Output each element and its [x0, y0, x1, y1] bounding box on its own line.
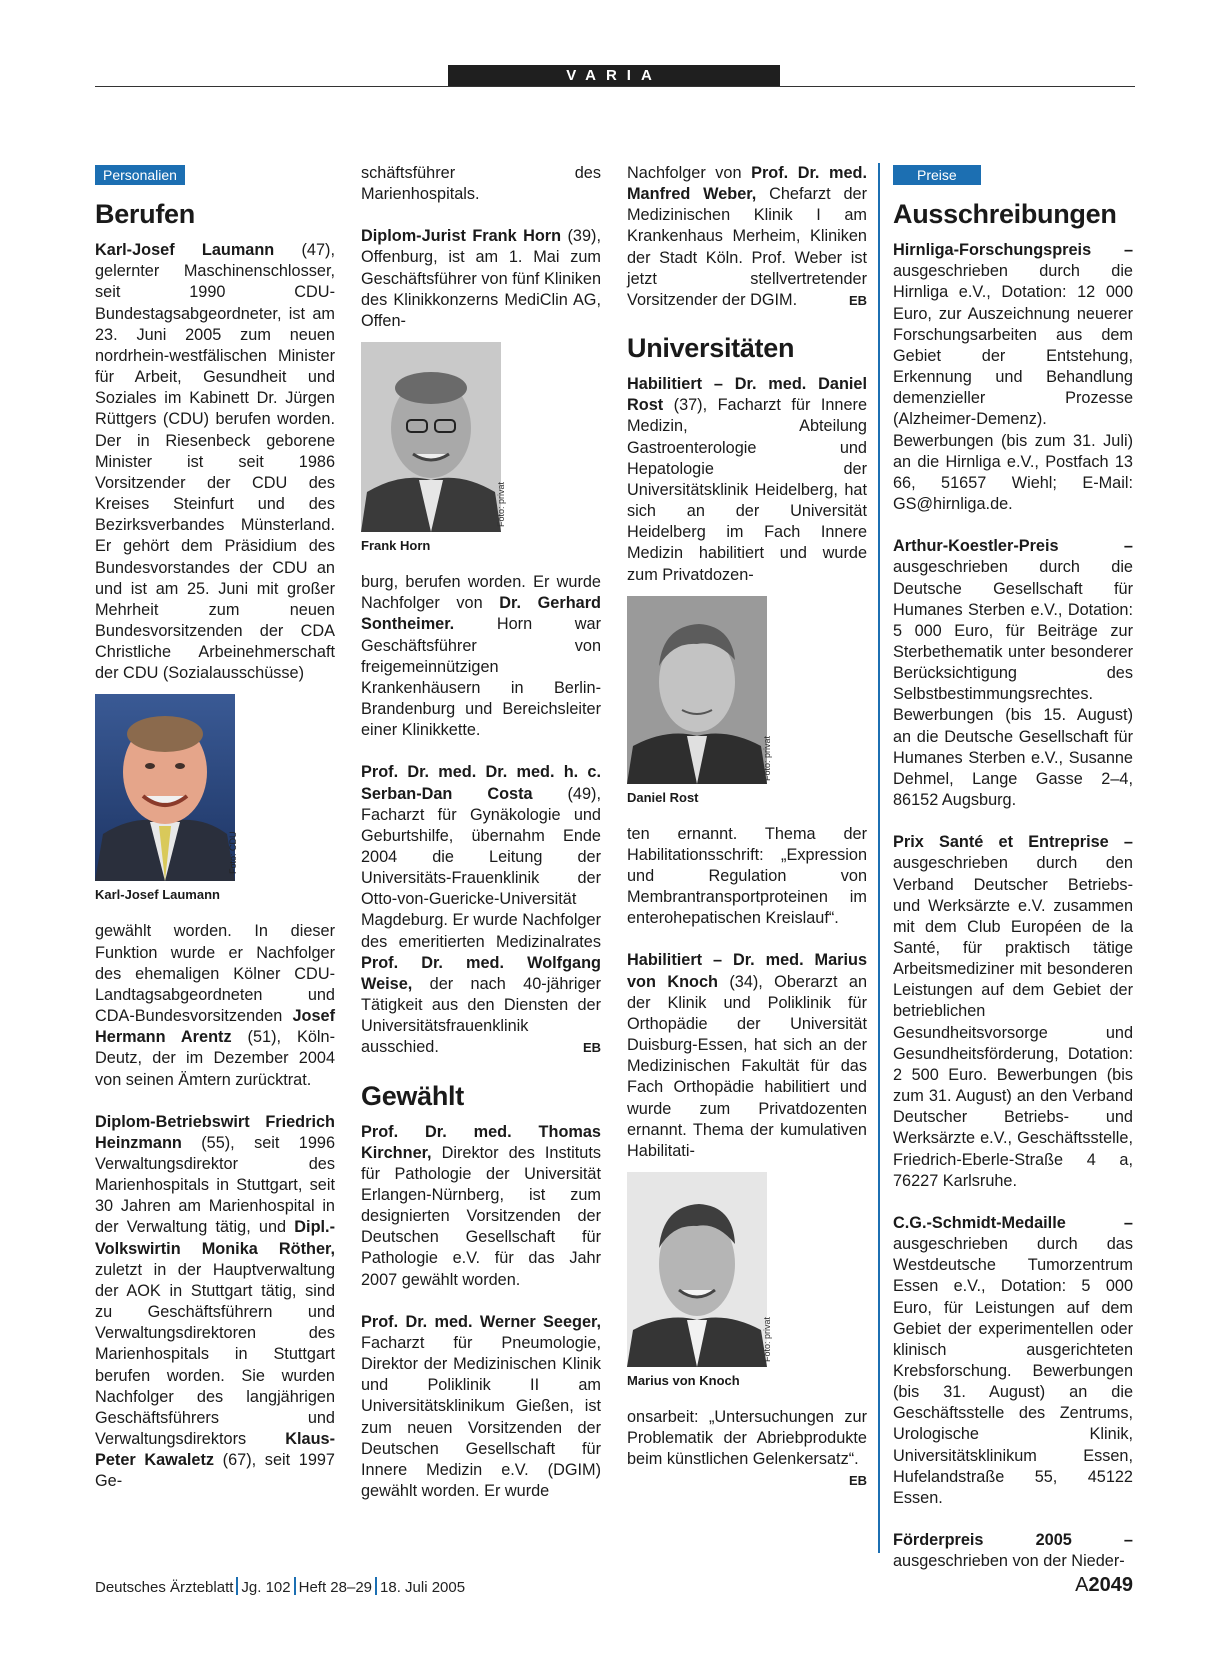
category-tag-personalien: Personalien	[95, 165, 185, 185]
heading-gewaehlt: Gewählt	[361, 1080, 464, 1111]
person-name: Prof. Dr. med. Manfred Weber,	[627, 164, 867, 204]
article-laumann-continued: gewählt worden. In dieser Funktion wurde er Nachfolger des ehemaligen Kölner CDU-Landtagsabgeordneten und CDA-Bundesvorsitzenden Josef Hermann Arentz (51), Köln-Deutz, der im Dezember 2004 von seinen Ämtern zurücktrat.	[95, 922, 335, 1089]
article-seeger-continued: Nachfolger von Prof. Dr. med. Manfred Weber, Chefarzt der Medizinischen Klinik I am Krankenhaus Merheim, Kliniken der Stadt Köln. Prof. Weber ist jetzt stellvertretender Vorsitzender der DGIM. EB	[627, 163, 867, 311]
article-heinzmann: Diplom-Betriebswirt Friedrich Heinzmann (55), seit 1996 Verwaltungsdirektor des Marienhospitals in Stuttgart, seit 30 Jahren am Marienhospital in der Verwaltung tätig, und Dipl.-Volkswirtin Monika Röther, zuletzt in der Hauptverwaltung der AOK in Stuttgart tätig, sind zu Geschäftsführern und Verwaltungsdirektoren des Marienhospitals in Stuttgart berufen worden. Sie wurden Nachfolger des langjährigen Geschäftsführers und Verwaltungsdirektors Klaus-Peter Kawaletz (67), seit 1997 Ge-	[95, 1112, 335, 1491]
article-laumann	[95, 240, 335, 684]
page-prefix: A	[1075, 1574, 1089, 1596]
article-horn-continued: burg, berufen worden. Er wurde Nachfolger von Dr. Gerhard Sontheimer. Horn war Geschäftsführer von freigemeinnützigen Krankenhäusern in Berlin-Brandenburg und Bereichsleiter einer Klinikkette.	[361, 573, 601, 740]
article-rost-continued: ten ernannt. Thema der Habilitationsschrift: „Expression und Regulation von Membrantransportproteinen im enterohepatischen Kreislauf“.	[627, 824, 867, 928]
category-tag-preise: Preise	[893, 165, 981, 185]
prize-foerderpreis: Förderpreis 2005 – ausgeschrieben von der Nieder-	[893, 1531, 1133, 1571]
prize-sante: Prix Santé et Entreprise – ausgeschrieben durch den Verband Deutscher Betriebs- und Werksärzte e.V. zusammen mit dem Club Européen de la Santé, für praktisch tätige Arbeitsmediziner mit besonderen Leistungen auf dem Gebiet der betrieblichen Gesundheitsvorsorge und Gesundheitsförderung, Dotation: 2 500 Euro. Bewerbungen (bis zum 31. August) an den Verband Deutscher Betriebs- und Werksärzte e.V., Geschäftsstelle, Friedrich-Eberle-Straße 4 a, 76227 Karlsruhe.	[893, 833, 1133, 1190]
person-name: Diplom-Betriebswirt Friedrich Heinzmann	[95, 1112, 335, 1152]
person-name: Klaus-Peter Kawaletz	[95, 1430, 335, 1470]
person-name: Dipl.-Volkswirtin Monika Röther,	[95, 1218, 335, 1258]
photo-caption: Frank Horn	[361, 538, 431, 554]
article-rost: Habilitiert – Dr. med. Daniel Rost (37), Facharzt für Innere Medizin, Abteilung Gastroenterologie und Hepatologie der Universitätsklinik Heidelberg, hat sich an der Universität Heidelberg im Fach Innere Medizin habilitiert und wurde zum Privatdozen-	[627, 375, 867, 584]
heading-universitaeten: Universitäten	[627, 333, 795, 364]
prize-name: Förderpreis 2005 –	[893, 1531, 1133, 1550]
page-number	[1075, 1574, 1133, 1597]
journal-name: Deutsches Ärzteblatt	[95, 1579, 234, 1596]
person-name: Prof. Dr. med. Dr. med. h. c. Serban-Dan Costa	[361, 763, 601, 803]
prize-name: Arthur-Koestler-Preis –	[893, 537, 1133, 556]
portrait-laumann	[95, 694, 238, 881]
photo-credit: Foto: CDU	[228, 831, 238, 875]
prize-name: C.G.-Schmidt-Medaille –	[893, 1213, 1133, 1232]
portrait-knoch	[627, 1172, 772, 1367]
photo-caption: Karl-Josef Laumann	[95, 887, 220, 903]
page-footer	[95, 1577, 465, 1596]
column-2	[361, 163, 601, 1523]
person-name: Josef Hermann Arentz	[95, 1007, 335, 1047]
portrait-rost	[627, 596, 772, 784]
portrait-horn	[361, 342, 506, 532]
person-name: Prof. Dr. med. Thomas Kirchner,	[361, 1122, 601, 1162]
person-name: Diplom-Jurist Frank Horn	[361, 227, 562, 246]
article-kirchner: Prof. Dr. med. Thomas Kirchner, Direktor des Instituts für Pathologie der Universität Erlangen-Nürnberg, ist zum designierten Vorsitzenden der Deutschen Gesellschaft für Pathologie e.V. für das Jahr 2007 gewählt worden.	[361, 1122, 601, 1289]
footer-separator	[294, 1577, 296, 1595]
column-divider	[878, 163, 880, 1553]
column-3	[627, 163, 867, 1492]
author-mark: EB	[582, 1040, 601, 1056]
article-heinzmann-continued: schäftsführer des Marienhospitals.	[361, 164, 601, 204]
article-knoch-continued: onsarbeit: „Untersuchungen zur Problematik der Abriebprodukte beim künstlichen Gelenkersatz“. EB	[627, 1407, 867, 1470]
prize-schmidt: C.G.-Schmidt-Medaille – ausgeschrieben durch das Westdeutsche Tumorzentrum Essen e.V., Dotation: 5 000 Euro, für Leistungen auf dem Gebiet der experimentellen oder klinisch ausgerichteten Krebsforschung. Bewerbungen (bis 31. August) an die Geschäftsstelle des Zentrums, Urologische Klinik, Universitätsklinikum Essen, Hufelandstraße 55, 45122 Essen.	[893, 1213, 1133, 1507]
photo-caption: Marius von Knoch	[627, 1373, 740, 1388]
photo-credit: Foto: privat	[762, 735, 772, 781]
article-costa: Prof. Dr. med. Dr. med. h. c. Serban-Dan Costa (49), Facharzt für Gynäkologie und Geburtshilfe, übernahm Ende 2004 die Leitung der Universitäts-Frauenklinik der Otto-von-Guericke-Universität Magdeburg. Er wurde Nachfolger des emeritierten Medizinalrates Prof. Dr. med. Wolfgang Weise, der nach 40-jähriger Tätigkeit aus den Diensten der Universitätsfrauenklinik ausschied. EB	[361, 762, 601, 1058]
column-1	[95, 163, 335, 1514]
prize-name: Prix Santé et Entreprise –	[893, 833, 1133, 852]
column-4	[893, 163, 1133, 1593]
photo-credit: Foto: privat	[762, 1316, 772, 1362]
person-name: Karl-Josef Laumann	[95, 241, 275, 260]
article-text: (47), gelernter Maschinenschlosser, seit 1990 CDU-Bundestagsabgeordneter, ist am 23. Juni 2005 zum neuen nordrhein-westfälischen Minister für Arbeit, Gesundheit und Soziales im Kabinett Dr. Jürgen Rüttgers (CDU) berufen worden. Der in Riesenbeck geborene Minister ist seit 1986 Vorsitzender der CDU des Kreises Steinfurt und des Bezirksverbandes Münsterland. Er gehört dem Präsidium des Bundesvorstandes der CDU an und ist am 25. Juni mit großer Mehrheit zum neuen Bundesvorsitzenden der CDA Christliche Arbeinehmerschaft der CDU (Sozialausschüsse)	[95, 241, 335, 683]
footer-separator	[375, 1577, 377, 1595]
photo-caption: Daniel Rost	[627, 789, 699, 805]
person-name: Prof. Dr. med. Wolfgang Weise,	[361, 953, 601, 993]
issue-date: 18. Juli 2005	[380, 1579, 466, 1596]
article-seeger: Prof. Dr. med. Werner Seeger, Facharzt für Pneumologie, Direktor der Medizinischen Klinik und Poliklinik II am Universitätsklinikum Gießen, ist zum neuen Vorsitzenden der Deutschen Gesellschaft für Innere Medizin e.V. (DGIM) gewählt worden. Er wurde	[361, 1312, 601, 1501]
prize-koestler: Arthur-Koestler-Preis – ausgeschrieben durch die Deutsche Gesellschaft für Humanes Sterben e.V., Dotation: 5 000 Euro, für Beiträge zur Sterbethematik unter besonderer Berücksichtigung des Selbstbestimmungsrechtes. Bewerbungen (bis 15. August) an die Deutsche Gesellschaft für Humanes Sterben e.V., Susanne Dehmel, Lange Gasse 2–4, 86152 Augsburg.	[893, 537, 1133, 810]
photo-credit: Foto: privat	[496, 482, 506, 528]
article-knoch: Habilitiert – Dr. med. Marius von Knoch (34), Oberarzt an der Klinik und Poliklinik für Orthopädie der Universität Duisburg-Essen, hat sich an der Medizinischen Fakultät für das Fach Orthopädie habilitiert und wurde zum Privatdozenten ernannt. Thema der kumulativen Habilitati-	[627, 951, 867, 1160]
person-name: Habilitiert – Dr. med. Daniel Rost	[627, 375, 867, 415]
person-name: Habilitiert – Dr. med. Marius von Knoch	[627, 951, 867, 991]
heading-ausschreibungen: Ausschreibungen	[893, 199, 1117, 230]
person-name: Dr. Gerhard Sontheimer.	[361, 594, 601, 634]
article-horn: Diplom-Jurist Frank Horn (39), Offenburg, ist am 1. Mai zum Geschäftsführer von fünf Kliniken des Klinikkonzerns MediClin AG, Offen-	[361, 227, 601, 330]
prize-hirnliga: Hirnliga-Forschungspreis – ausgeschrieben durch die Hirnliga e.V., Dotation: 12 000 Euro, zur Auszeichnung neuerer Forschungsarbeiten aus dem Gebiet der Entstehung, Erkennung und Behandlung demenzieller Prozesse (Alzheimer-Demenz). Bewerbungen (bis zum 31. Juli) an die Hirnliga e.V., Postfach 13 66, 51657 Wiehl; E-Mail: GS@hirnliga.de.	[893, 241, 1133, 514]
footer-separator	[236, 1577, 238, 1595]
author-mark: EB	[848, 292, 867, 308]
author-mark: EB	[848, 1473, 867, 1489]
page-number-value: 2049	[1088, 1574, 1133, 1596]
prize-name: Hirnliga-Forschungspreis –	[893, 241, 1133, 260]
person-name: Prof. Dr. med. Werner Seeger,	[361, 1312, 601, 1331]
header-rule	[95, 86, 1135, 87]
issue: Heft 28–29	[298, 1579, 373, 1596]
section-header: VARIA	[448, 65, 780, 86]
volume: Jg. 102	[241, 1579, 291, 1596]
heading-berufen: Berufen	[95, 199, 195, 230]
